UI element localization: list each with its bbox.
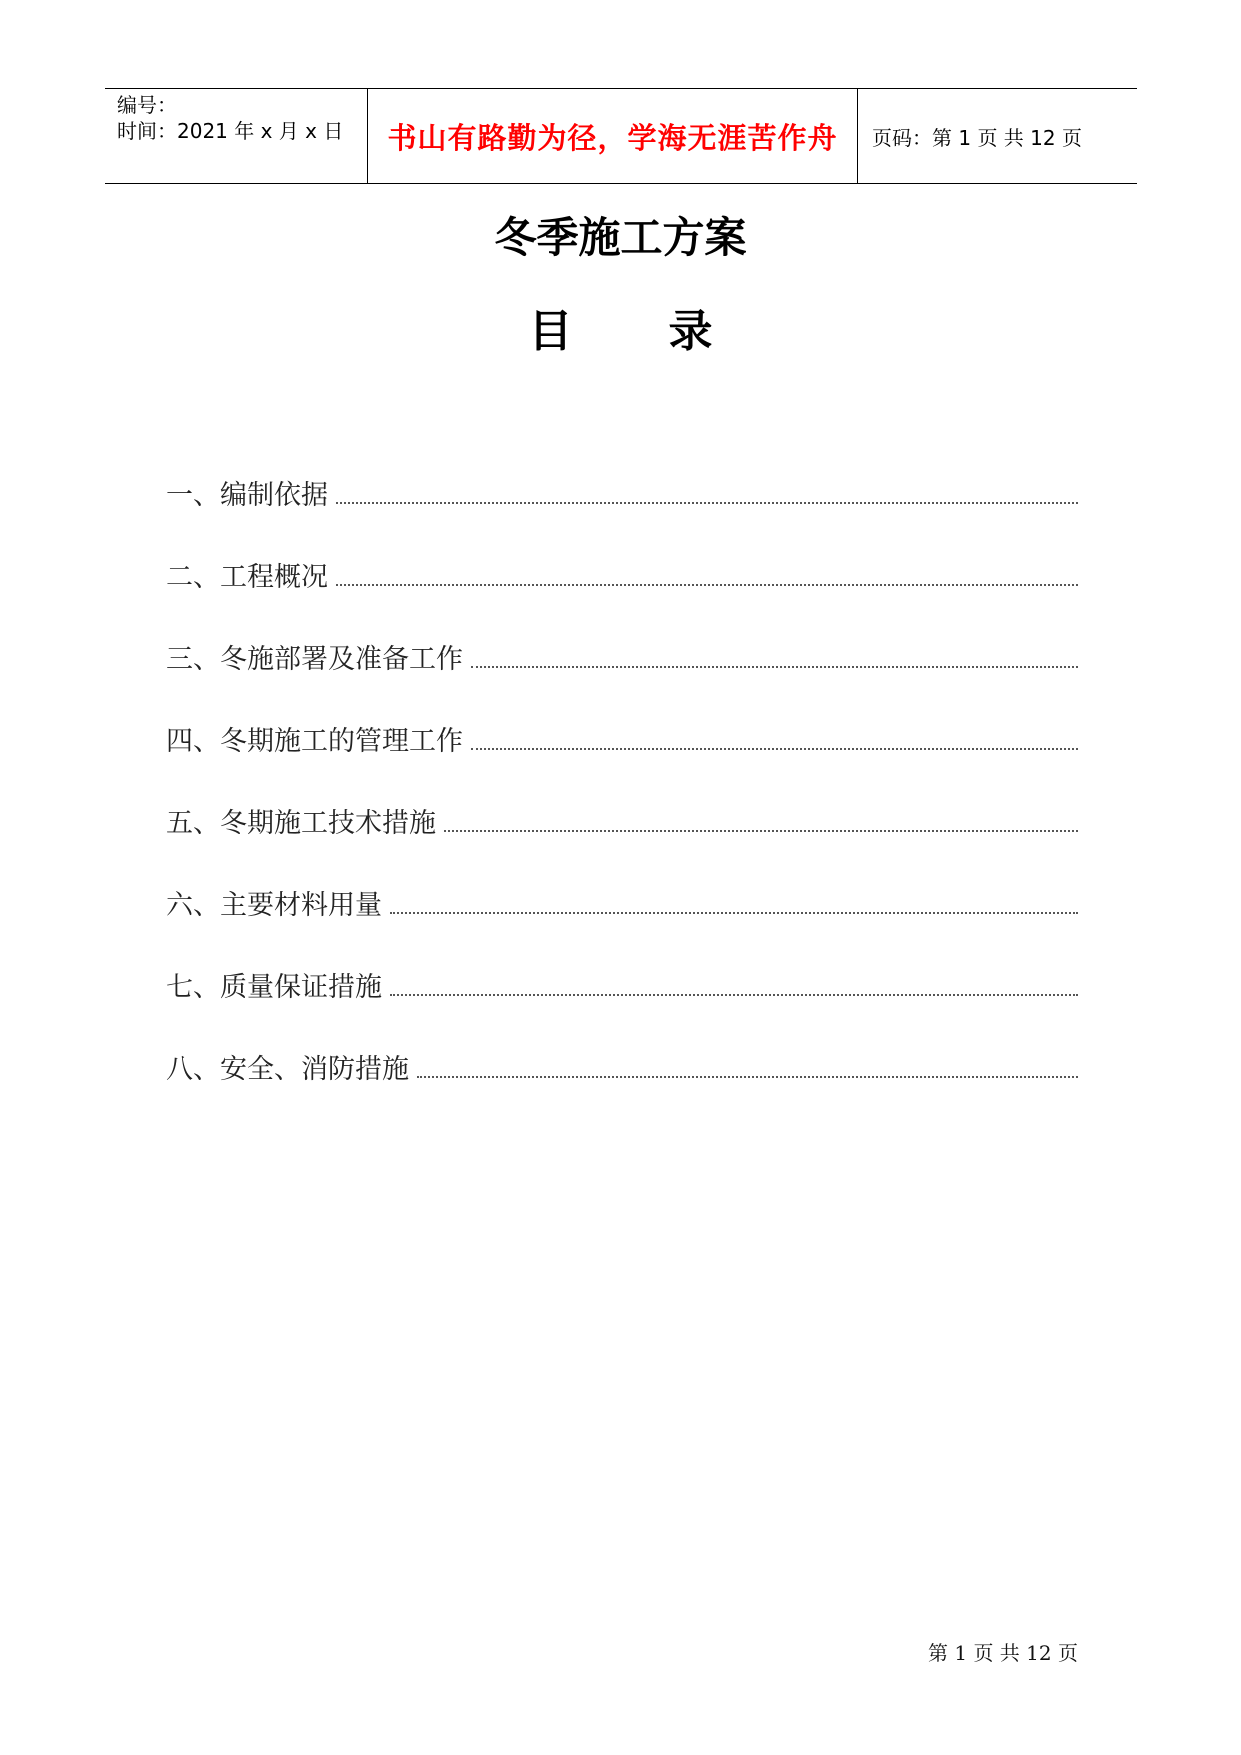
toc-leader-dots [417, 1076, 1078, 1078]
toc-leader-dots [471, 748, 1078, 750]
header-motto-cell [368, 89, 858, 183]
toc-item[interactable] [166, 594, 1078, 676]
toc-item-label: 七、质量保证措施 [166, 972, 382, 1003]
toc-item-label: 五、冬期施工技术措施 [166, 808, 436, 839]
header-page-code: 页码：第 1 页 共 12 页 [872, 125, 1082, 150]
toc-item[interactable] [166, 922, 1078, 1004]
document-time-label: 时间：2021 年 x 月 x 日 [117, 119, 344, 143]
table-of-contents [166, 430, 1078, 1086]
toc-item-label: 四、冬期施工的管理工作 [166, 726, 463, 757]
toc-item[interactable] [166, 1004, 1078, 1086]
toc-item[interactable] [166, 512, 1078, 594]
toc-leader-dots [444, 830, 1078, 832]
toc-leader-dots [336, 584, 1078, 586]
toc-item[interactable] [166, 758, 1078, 840]
toc-item-label: 三、冬施部署及准备工作 [166, 644, 463, 675]
toc-leader-dots [336, 502, 1078, 504]
header-page-cell [858, 89, 1137, 183]
toc-leader-dots [390, 912, 1078, 914]
toc-heading: 目录 [528, 306, 809, 357]
header-meta-cell [105, 89, 368, 183]
page-header [105, 88, 1137, 184]
toc-item-label: 二、工程概况 [166, 562, 328, 593]
toc-item[interactable] [166, 430, 1078, 512]
toc-leader-dots [390, 994, 1078, 996]
document-title: 冬季施工方案 [494, 213, 747, 262]
toc-item[interactable] [166, 676, 1078, 758]
toc-leader-dots [471, 666, 1078, 668]
toc-item-label: 一、编制依据 [166, 480, 328, 511]
document-number-label: 编号： [117, 93, 177, 117]
page-footer: 第 1 页 共 12 页 [928, 1641, 1078, 1665]
toc-item[interactable] [166, 840, 1078, 922]
toc-item-label: 六、主要材料用量 [166, 890, 382, 921]
toc-item-label: 八、安全、消防措施 [166, 1054, 409, 1085]
header-motto: 书山有路勤为径，学海无涯苦作舟 [387, 120, 838, 155]
